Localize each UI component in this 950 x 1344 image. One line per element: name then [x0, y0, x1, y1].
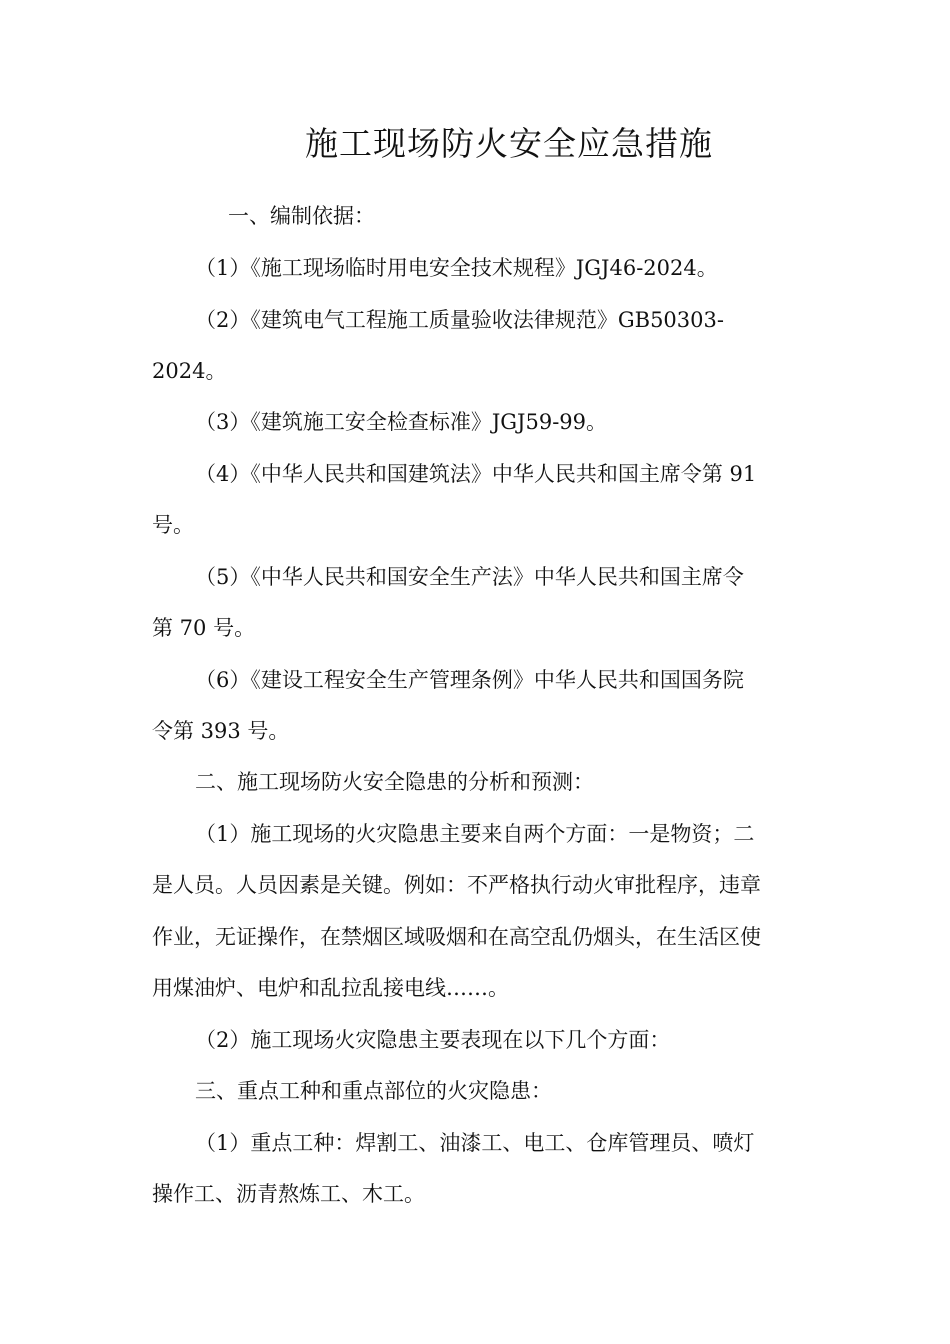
reference-6-cont: 令第 393 号。 [152, 719, 290, 743]
paragraph-line: （2）施工现场火灾隐患主要表现在以下几个方面： [195, 1028, 671, 1052]
reference-4: （4）《中华人民共和国建筑法》中华人民共和国主席令第 91 [195, 462, 757, 486]
reference-2-cont: 2024。 [152, 359, 227, 383]
paragraph-line: 是人员。人员因素是关键。例如：不严格执行动火审批程序，违章 [152, 873, 761, 897]
reference-4-cont: 号。 [152, 513, 194, 537]
reference-5: （5）《中华人民共和国安全生产法》中华人民共和国主席令 [195, 565, 744, 589]
document-title: 施工现场防火安全应急措施 [305, 124, 713, 163]
paragraph-line: 用煤油炉、电炉和乱拉乱接电线……。 [152, 976, 509, 1000]
reference-6: （6）《建设工程安全生产管理条例》中华人民共和国国务院 [195, 668, 744, 692]
section-heading-3: 三、重点工种和重点部位的火灾隐患： [195, 1079, 552, 1103]
reference-3: （3）《建筑施工安全检查标准》JGJ59-99。 [195, 410, 608, 434]
reference-1: （1）《施工现场临时用电安全技术规程》JGJ46-2024。 [195, 256, 718, 280]
paragraph-line: 作业，无证操作，在禁烟区域吸烟和在高空乱仍烟头，在生活区使 [152, 925, 761, 949]
section-heading-2: 二、施工现场防火安全隐患的分析和预测： [195, 770, 594, 794]
paragraph-line: （1）重点工种：焊割工、油漆工、电工、仓库管理员、喷灯 [195, 1131, 755, 1155]
paragraph-line: 操作工、沥青熬炼工、木工。 [152, 1182, 425, 1206]
reference-2: （2）《建筑电气工程施工质量验收法律规范》GB50303- [195, 308, 724, 332]
section-heading-1: 一、编制依据： [228, 204, 375, 228]
reference-5-cont: 第 70 号。 [152, 616, 256, 640]
paragraph-line: （1）施工现场的火灾隐患主要来自两个方面：一是物资；二 [195, 822, 755, 846]
